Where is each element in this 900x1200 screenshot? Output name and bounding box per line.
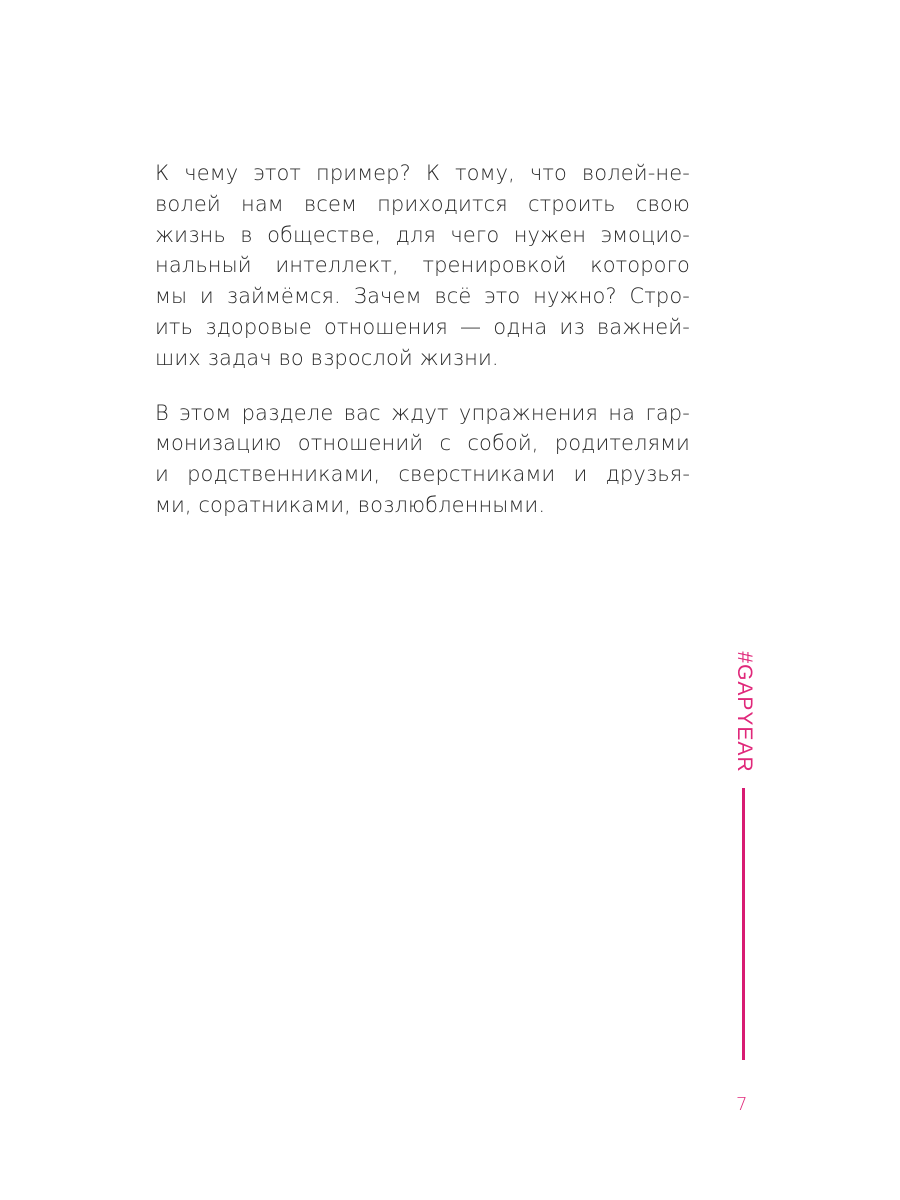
word: тренировкой xyxy=(422,253,567,278)
word: волей xyxy=(155,191,221,216)
word: интеллект, xyxy=(275,253,399,278)
word: отношения xyxy=(323,314,448,339)
word: это xyxy=(484,284,521,309)
text-line xyxy=(155,250,690,281)
word: ми, xyxy=(155,492,192,517)
word: друзья- xyxy=(605,462,690,487)
word: родственниками, xyxy=(187,462,381,487)
word: что xyxy=(529,161,567,185)
word: волей-не- xyxy=(581,161,690,185)
word: жизнь xyxy=(155,222,226,247)
word: К xyxy=(155,161,170,185)
word: важней- xyxy=(596,314,690,339)
word: нам xyxy=(240,191,284,216)
paragraph-gap xyxy=(155,374,690,398)
word: сверстниками xyxy=(398,462,556,487)
word: пример? xyxy=(316,161,411,185)
word: отношений xyxy=(297,431,424,456)
word: чего xyxy=(450,222,500,247)
word: нальный xyxy=(155,253,252,278)
text-line xyxy=(155,220,690,251)
word: чему xyxy=(184,161,239,185)
word: всё xyxy=(434,284,472,309)
word: разделе xyxy=(241,400,334,425)
word: упражнения xyxy=(458,400,598,425)
word: и xyxy=(155,462,169,487)
word: этот xyxy=(253,161,302,185)
word: всем xyxy=(303,191,357,216)
word: В xyxy=(155,400,169,425)
word: мы xyxy=(155,284,188,309)
word: соратниками, xyxy=(198,492,351,517)
word: свою xyxy=(635,191,690,216)
paragraph xyxy=(155,398,690,521)
main-text xyxy=(155,158,690,521)
word: одна xyxy=(493,314,548,339)
word: нужно? xyxy=(533,284,617,309)
side-rule xyxy=(742,788,745,1060)
side-hashtag: #GAPYEAR xyxy=(733,651,756,773)
word: для xyxy=(395,222,437,247)
word: К xyxy=(425,161,441,185)
word: родителями xyxy=(554,431,690,456)
word: здоровые xyxy=(205,314,312,339)
word: и xyxy=(573,462,588,487)
word: Зачем xyxy=(353,284,422,309)
word: ждут xyxy=(390,400,449,425)
page-number: 7 xyxy=(736,1094,748,1115)
word: эмоцио- xyxy=(600,222,690,247)
text-line xyxy=(155,459,690,490)
word: жизни. xyxy=(419,345,499,370)
word: в xyxy=(240,222,253,247)
word: этом xyxy=(179,400,232,425)
word: займёмся. xyxy=(226,284,341,309)
text-line xyxy=(155,189,690,220)
text-line xyxy=(155,398,690,429)
word: строить xyxy=(527,191,616,216)
word: монизацию xyxy=(155,431,282,456)
word: собой, xyxy=(467,431,539,456)
word: Стро- xyxy=(629,284,690,309)
text-line xyxy=(155,281,690,312)
word: обществе, xyxy=(267,222,382,247)
word: взрослой xyxy=(310,345,413,370)
text-line xyxy=(155,158,690,189)
word: из xyxy=(559,314,585,339)
paragraph xyxy=(155,158,690,374)
word: гар- xyxy=(645,400,690,425)
word: и xyxy=(199,284,214,309)
word: тому, xyxy=(455,161,515,185)
text-line xyxy=(155,490,690,521)
word: нужен xyxy=(513,222,587,247)
text-line xyxy=(155,312,690,343)
word: которого xyxy=(590,253,690,278)
word: с xyxy=(439,431,452,456)
text-line xyxy=(155,428,690,459)
word: вас xyxy=(343,400,381,425)
word: возлюбленными. xyxy=(357,492,546,517)
word: ить xyxy=(155,314,194,339)
word: на xyxy=(608,400,636,425)
word: во xyxy=(278,345,304,370)
word: — xyxy=(460,314,482,339)
word: задач xyxy=(207,345,272,370)
text-line xyxy=(155,343,690,374)
word: приходится xyxy=(377,191,508,216)
word: ших xyxy=(155,345,201,370)
